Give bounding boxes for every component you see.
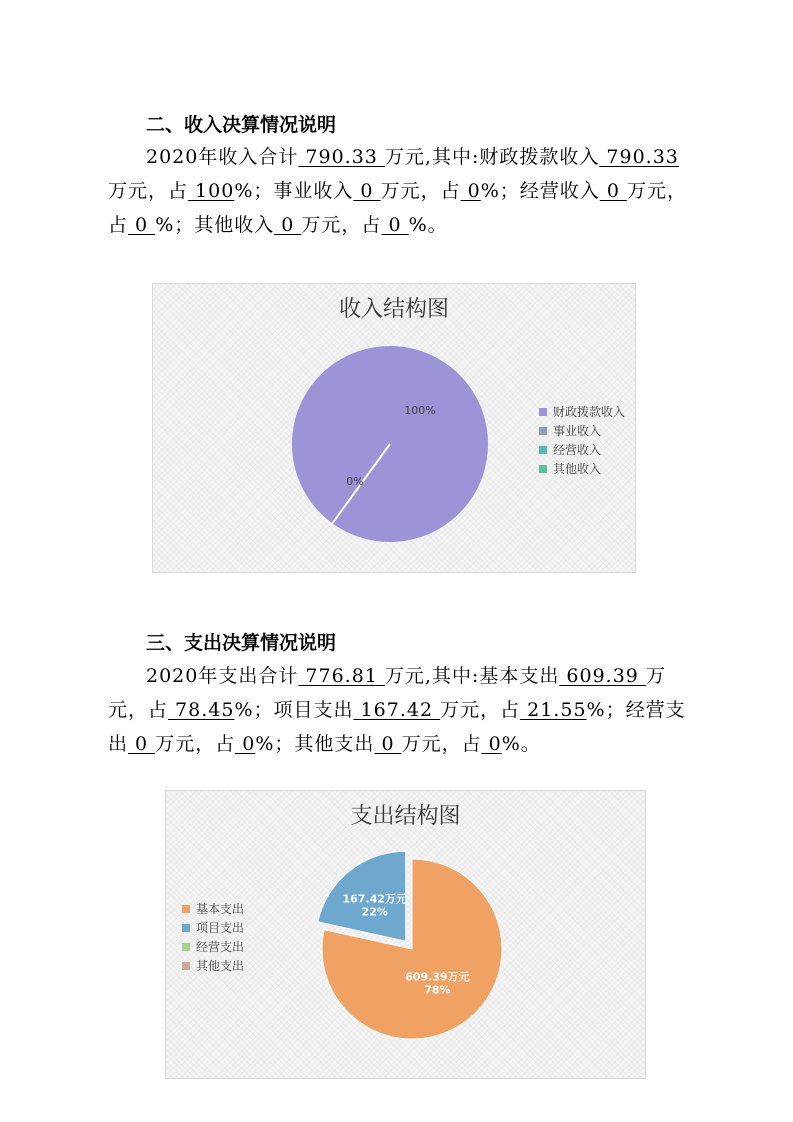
expense-legend-swatch [182, 962, 190, 970]
expense-pie-data-label: 609.39万元 [405, 970, 470, 984]
expense-pie-data-label: 78% [424, 983, 451, 997]
expense-value: 0 [235, 733, 256, 755]
expense-line [108, 727, 698, 761]
income-value: 790.33 [298, 146, 385, 168]
income-text: 2020年收入合计 [146, 146, 299, 168]
expense-legend-item [182, 899, 244, 918]
income-pie-data-label: 0% [346, 475, 364, 488]
expense-legend [182, 899, 244, 975]
expense-text: 万元，占 [401, 733, 482, 755]
expense-line [108, 659, 698, 693]
income-text: 万元，占 [380, 180, 461, 202]
expense-pie-data-label: 22% [361, 905, 388, 919]
expense-value: 0 [128, 733, 156, 755]
income-value: 0 [353, 180, 381, 202]
income-legend [539, 402, 625, 478]
income-legend-swatch [539, 465, 547, 473]
income-value: 0 [128, 214, 156, 236]
expense-text: %；项目支出 [234, 699, 354, 721]
income-legend-swatch [539, 446, 547, 454]
expense-paragraph [108, 659, 698, 761]
expense-text: 出 [108, 733, 129, 755]
income-text: %；经营收入 [480, 180, 600, 202]
expense-value: 0 [374, 733, 402, 755]
income-chart [152, 283, 636, 573]
income-legend-swatch [539, 408, 547, 416]
income-legend-label: 财政拨款收入 [553, 405, 626, 419]
expense-text: %；其他支出 [255, 733, 375, 755]
income-legend-label: 其他收入 [553, 462, 602, 476]
expense-value: 0 [481, 733, 502, 755]
income-text: 万元，占 [301, 214, 382, 236]
income-text: %；事业收入 [234, 180, 354, 202]
expense-text: 万 [645, 665, 666, 687]
expense-value: 21.55 [520, 699, 587, 721]
income-line [108, 140, 698, 174]
expense-text: %；经营支 [586, 699, 686, 721]
income-text: 万元， [626, 180, 687, 202]
expense-text: 万元，占 [440, 699, 521, 721]
income-legend-label: 事业收入 [553, 424, 602, 438]
expense-legend-item [182, 918, 244, 937]
income-text: %。 [408, 214, 448, 236]
income-value: 0 [599, 180, 627, 202]
expense-value: 776.81 [298, 665, 385, 687]
income-value: 100 [188, 180, 235, 202]
expense-text: 元，占 [108, 699, 169, 721]
expense-text: 万元，占 [155, 733, 236, 755]
income-legend-item [539, 459, 625, 478]
expense-chart-title: 支出结构图 [350, 804, 461, 829]
expense-legend-label: 其他支出 [196, 959, 245, 973]
income-section-heading: 二、收入决算情况说明 [146, 114, 337, 136]
expense-value: 78.45 [168, 699, 235, 721]
expense-legend-item [182, 956, 244, 975]
expense-value: 609.39 [559, 665, 646, 687]
income-text: 万元,其中:财政拨款收入 [384, 146, 600, 168]
income-value: 0 [381, 214, 409, 236]
income-value: 0 [274, 214, 302, 236]
expense-text: 2020年支出合计 [146, 665, 299, 687]
expense-legend-label: 项目支出 [196, 921, 245, 935]
expense-text: %。 [501, 733, 541, 755]
expense-legend-swatch [182, 905, 190, 913]
income-paragraph [108, 140, 698, 242]
income-legend-item [539, 440, 625, 459]
expense-chart [165, 790, 646, 1079]
income-line [108, 208, 698, 242]
expense-legend-swatch [182, 943, 190, 951]
expense-legend-swatch [182, 924, 190, 932]
income-legend-swatch [539, 427, 547, 435]
income-text: 万元，占 [108, 180, 189, 202]
expense-section-heading: 三、支出决算情况说明 [146, 632, 337, 654]
income-value: 0 [460, 180, 481, 202]
expense-legend-item [182, 937, 244, 956]
income-legend-label: 经营收入 [553, 443, 602, 457]
expense-legend-label: 经营支出 [196, 940, 245, 954]
income-text: %；其他收入 [155, 214, 275, 236]
income-line [108, 174, 698, 208]
income-value: 790.33 [599, 146, 679, 168]
income-legend-item [539, 402, 625, 421]
income-pie-data-label: 100% [404, 404, 436, 417]
expense-legend-label: 基本支出 [196, 902, 245, 916]
expense-pie-data-label: 167.42万元 [342, 892, 407, 906]
income-legend-item [539, 421, 625, 440]
expense-line [108, 693, 698, 727]
expense-value: 167.42 [353, 699, 441, 721]
expense-text: 万元,其中:基本支出 [384, 665, 560, 687]
income-text: 占 [108, 214, 129, 236]
income-chart-title: 收入结构图 [338, 297, 449, 322]
